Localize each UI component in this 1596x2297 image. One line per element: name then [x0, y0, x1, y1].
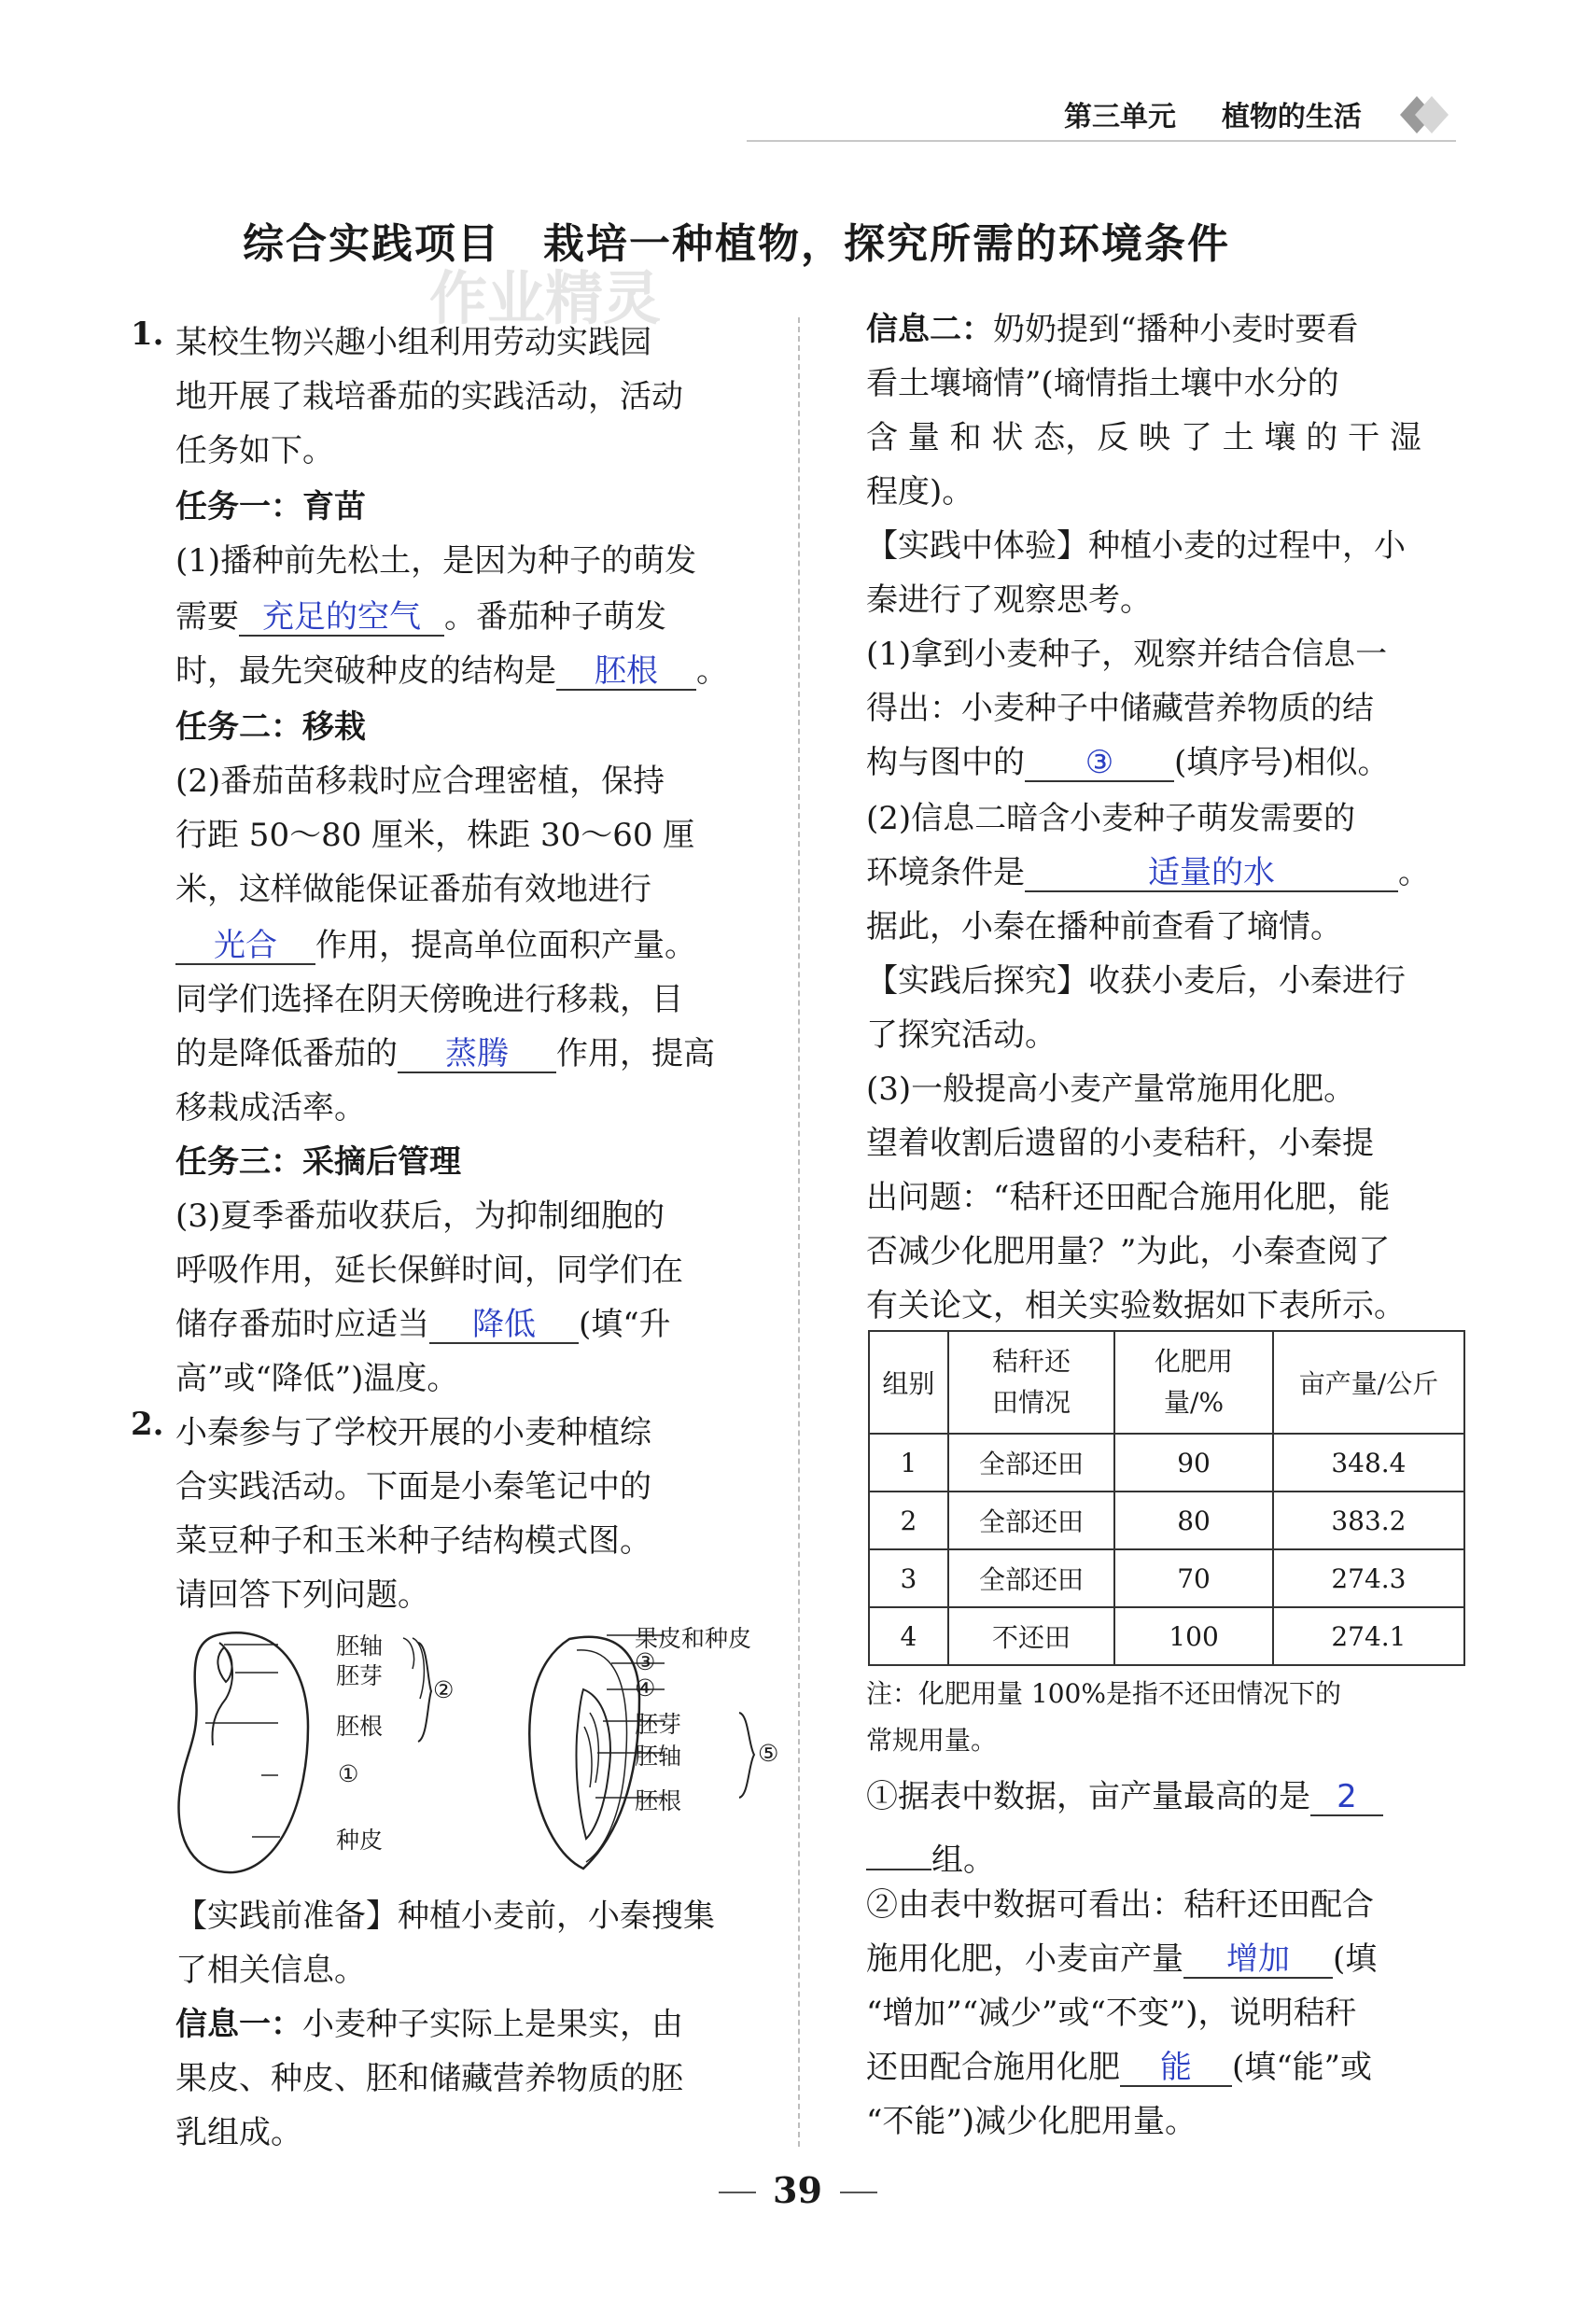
q1-p1-line: 时，最先突破种皮的结构是 胚根 。 — [175, 644, 728, 698]
prep-line: 了相关信息。 — [175, 1952, 366, 1989]
table-cell: 1 — [869, 1434, 948, 1492]
table-header-cell: 化肥用 量/% — [1114, 1331, 1273, 1434]
s2-line: (2)信息二暗含小麦种子萌发需要的 — [866, 800, 1356, 837]
info2-line: 程度)。 — [866, 473, 974, 511]
seed-diagram — [168, 1624, 793, 1885]
info1-line: 信息一：小麦种子实际上是果实，由 — [175, 2006, 683, 2043]
table-row — [869, 1434, 1464, 1492]
answer-blank — [429, 1297, 579, 1344]
table-header-cell: 亩产量/公斤 — [1273, 1331, 1464, 1434]
c1-line: 组。 — [866, 1824, 995, 1887]
answer-text: 降低 — [472, 1306, 536, 1343]
table-cell: 80 — [1114, 1492, 1273, 1549]
info2-line: 含 量 和 状 态，反 映 了 土 壤 的 干 湿 — [866, 419, 1421, 456]
task2-heading: 任务二：移栽 — [175, 708, 366, 746]
q2-stem-line: 小秦参与了学校开展的小麦种植综 — [175, 1414, 651, 1451]
answer-text: 2 — [1337, 1778, 1357, 1815]
post-line: 了探究活动。 — [866, 1016, 1057, 1054]
table-cell: 全部还田 — [948, 1434, 1115, 1492]
answer-text: 适量的水 — [1148, 854, 1275, 891]
answer-blank — [1025, 846, 1398, 892]
bean-label-hypocotyl: 胚轴 — [336, 1632, 384, 1660]
q1-p2-line: 米，这样做能保证番茄有效地进行 — [175, 871, 651, 908]
table-cell: 4 — [869, 1607, 948, 1665]
table-cell: 不还田 — [948, 1607, 1115, 1665]
task3-heading: 任务三：采摘后管理 — [175, 1143, 461, 1181]
column-divider — [798, 317, 800, 2147]
table-header-cell: 组别 — [869, 1331, 948, 1434]
corn-label-hypocotyl: 胚轴 — [635, 1743, 682, 1770]
q1-p3-line: 高”或“降低”)温度。 — [175, 1360, 459, 1397]
post-line: 【实践后探究】收获小麦后，小秦进行 — [866, 962, 1406, 1000]
bean-label-seedcoat: 种皮 — [336, 1827, 384, 1854]
q1-number: 1. — [131, 315, 164, 353]
table-row — [869, 1492, 1464, 1549]
s3-line: 否减少化肥用量？”为此，小秦查阅了 — [866, 1233, 1391, 1270]
s2-line: 环境条件是 适量的水 。 — [866, 846, 1430, 900]
prep-line: 【实践前准备】种植小麦前，小秦搜集 — [175, 1898, 715, 1935]
q1-p1-line: 需要 充足的空气 。番茄种子萌发 — [175, 590, 666, 644]
table-cell: 348.4 — [1273, 1434, 1464, 1492]
bean-label-2: ② — [433, 1676, 455, 1703]
data-table — [868, 1330, 1465, 1666]
table-note: 常规用量。 — [866, 1725, 998, 1756]
q1-stem-line: 地开展了栽培番茄的实践活动，活动 — [175, 378, 683, 415]
answer-blank — [175, 918, 315, 965]
q1-p2-line: 行距 50～80 厘米，株距 30～60 厘 — [175, 817, 695, 854]
s3-line: 有关论文，相关实验数据如下表所示。 — [866, 1287, 1406, 1324]
table-cell: 70 — [1114, 1549, 1273, 1607]
table-cell: 100 — [1114, 1607, 1273, 1665]
answer-text: 增加 — [1226, 1940, 1290, 1978]
corn-label-4: ④ — [635, 1674, 656, 1702]
q1-p2-line: 移栽成活率。 — [175, 1089, 366, 1127]
answer-text: ③ — [1085, 744, 1114, 781]
table-cell: 274.3 — [1273, 1549, 1464, 1607]
q1-p3-line: 储存番茄时应适当 降低 (填“升 — [175, 1297, 671, 1352]
seed-diagram-svg — [168, 1624, 793, 1885]
q1-p2-line: 同学们选择在阴天傍晚进行移栽，目 — [175, 981, 683, 1018]
q2-stem-line: 请回答下列问题。 — [175, 1576, 429, 1614]
q1-stem-line: 任务如下。 — [175, 432, 334, 469]
answer-text: 胚根 — [595, 652, 658, 690]
info2-line: 信息二：奶奶提到“播种小麦时要看 — [866, 311, 1359, 348]
table-cell: 全部还田 — [948, 1492, 1115, 1549]
q2-stem-line: 合实践活动。下面是小秦笔记中的 — [175, 1468, 651, 1506]
q1-p3-line: 呼吸作用，延长保鲜时间，同学们在 — [175, 1252, 683, 1289]
c1-line: ①据表中数据，亩产量最高的是 2 — [866, 1770, 1383, 1824]
table-cell: 274.1 — [1273, 1607, 1464, 1665]
answer-blank — [1183, 1932, 1333, 1979]
s2-line: 据此，小秦在播种前查看了墒情。 — [866, 908, 1342, 945]
mid-line: 【实践中体验】种植小麦的过程中，小 — [866, 527, 1406, 565]
answer-text: 光合 — [214, 927, 277, 964]
s3-line: 出问题：“秸秆还田配合施用化肥，能 — [866, 1179, 1391, 1216]
q1-p1-line: (1)播种前先松土，是因为种子的萌发 — [175, 542, 697, 580]
corn-label-radicle: 胚根 — [635, 1787, 682, 1814]
q1-p2-line: (2)番茄苗移栽时应合理密植，保持 — [175, 763, 665, 800]
answer-blank — [239, 590, 444, 637]
q1-stem-line: 某校生物兴趣小组利用劳动实践园 — [175, 324, 651, 361]
table-header-row — [869, 1331, 1464, 1434]
s1-line: 得出：小麦种子中储藏营养物质的结 — [866, 690, 1374, 727]
bean-label-1: ① — [338, 1760, 359, 1787]
corn-label-5: ⑤ — [758, 1740, 779, 1767]
info1-line: 果皮、种皮、胚和储藏营养物质的胚 — [175, 2060, 683, 2097]
q2-number: 2. — [131, 1406, 164, 1443]
table-note: 注：化肥用量 100%是指不还田情况下的 — [866, 1678, 1341, 1709]
info1-line: 乳组成。 — [175, 2114, 302, 2151]
header-rule — [747, 140, 1456, 142]
table-header-cell: 秸秆还 田情况 — [948, 1331, 1115, 1434]
page-title: 综合实践项目 栽培一种植物，探究所需的环境条件 — [243, 220, 1230, 268]
mid-line: 秦进行了观察思考。 — [866, 581, 1152, 619]
header-chapter: 植物的生活 — [1221, 101, 1362, 133]
table-cell: 2 — [869, 1492, 948, 1549]
q1-p2-line: 光合 作用，提高单位面积产量。 — [175, 918, 696, 973]
q1-p3-line: (3)夏季番茄收获后，为抑制细胞的 — [175, 1198, 665, 1235]
table-cell: 90 — [1114, 1434, 1273, 1492]
q1-p2-line: 的是降低番茄的 蒸腾 作用，提高 — [175, 1027, 715, 1081]
q2-stem-line: 菜豆种子和玉米种子结构模式图。 — [175, 1522, 651, 1560]
watermark: 作业精灵 — [429, 264, 662, 332]
corn-label-plumule: 胚芽 — [635, 1711, 682, 1738]
c2-line: “增加”“减少”或“不变”)，说明秸秆 — [866, 1995, 1357, 2032]
bean-label-radicle: 胚根 — [336, 1713, 384, 1740]
bean-label-plumule: 胚芽 — [336, 1662, 384, 1689]
answer-text: 蒸腾 — [445, 1035, 509, 1072]
answer-text: 充足的空气 — [262, 598, 421, 636]
answer-blank — [1025, 735, 1174, 782]
c2-line: ②由表中数据可看出：秸秆还田配合 — [866, 1886, 1374, 1924]
corn-label-3: ③ — [635, 1648, 656, 1675]
answer-text: 能 — [1160, 2049, 1192, 2086]
table-cell: 383.2 — [1273, 1492, 1464, 1549]
answer-blank-cont — [866, 1824, 931, 1870]
table-row — [869, 1607, 1464, 1665]
answer-blank — [398, 1027, 556, 1073]
answer-blank — [556, 644, 696, 691]
s1-line: (1)拿到小麦种子，观察并结合信息一 — [866, 636, 1388, 673]
info2-line: 看土壤墒情”(墒情指土壤中水分的 — [866, 365, 1339, 402]
header-unit: 第三单元 — [1064, 101, 1176, 133]
task1-heading: 任务一：育苗 — [175, 488, 366, 525]
corn-label-pericarp: 果皮和种皮 — [635, 1625, 752, 1652]
c2-line: 还田配合施用化肥 能 (填“能”或 — [866, 2040, 1372, 2094]
page-number: 39 — [773, 2169, 822, 2211]
footer-dash-left — [719, 2192, 756, 2193]
header-diamond-icon — [1400, 91, 1456, 142]
s1-line: 构与图中的 ③ (填序号)相似。 — [866, 735, 1390, 790]
answer-blank — [1120, 2040, 1232, 2087]
footer-dash-right — [840, 2192, 877, 2193]
s3-line: (3)一般提高小麦产量常施用化肥。 — [866, 1071, 1356, 1108]
table-cell: 全部还田 — [948, 1549, 1115, 1607]
s3-line: 望着收割后遗留的小麦秸秆，小秦提 — [866, 1125, 1374, 1162]
c2-line: “不能”)减少化肥用量。 — [866, 2103, 1197, 2140]
answer-blank — [1310, 1770, 1383, 1816]
table-cell: 3 — [869, 1549, 948, 1607]
table-row — [869, 1549, 1464, 1607]
c2-line: 施用化肥，小麦亩产量 增加 (填 — [866, 1932, 1377, 1986]
